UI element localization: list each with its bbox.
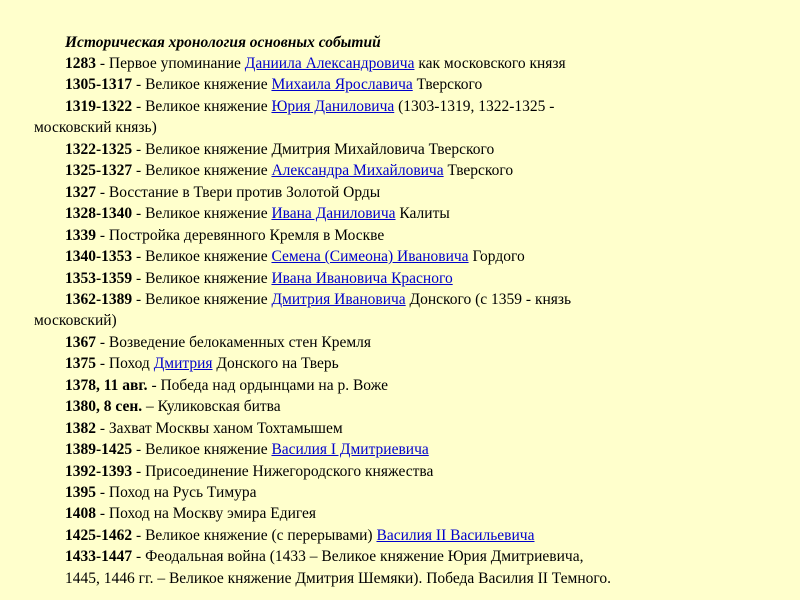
entry-link[interactable]: Семена (Симеона) Ивановича bbox=[271, 248, 469, 266]
entry-date: 1327 bbox=[65, 183, 96, 201]
entry-continuation: московский) bbox=[34, 312, 117, 330]
entry-text: - Великое княжение bbox=[132, 205, 272, 223]
entry-date: 1375 bbox=[65, 355, 96, 373]
entry-date: 1283 bbox=[65, 55, 96, 72]
entry-text: - Великое княжение bbox=[132, 248, 272, 266]
entry-text: - Великое княжение bbox=[132, 76, 272, 94]
entry-text: - Восстание в Твери против Золотой Орды bbox=[96, 183, 381, 201]
chronology-entry bbox=[65, 546, 583, 567]
entry-date: 1367 bbox=[65, 333, 96, 351]
chronology-entry bbox=[65, 246, 525, 267]
entry-date: 1353-1359 bbox=[65, 269, 133, 287]
entry-text-tail: Гордого bbox=[468, 248, 525, 266]
chronology-entry bbox=[65, 396, 281, 417]
chronology-entry bbox=[65, 74, 482, 95]
entry-date: 1325-1327 bbox=[65, 162, 133, 180]
chronology-entry bbox=[65, 525, 534, 546]
entry-text: - Поход bbox=[96, 355, 154, 373]
entry-text: - Феодальная война (1433 – Великое княжение Юрия Дмитриевича, bbox=[132, 548, 584, 566]
chronology-entry bbox=[65, 96, 554, 117]
chronology-entry bbox=[65, 160, 513, 181]
chronology-entry bbox=[65, 418, 343, 439]
chronology-entry bbox=[65, 332, 371, 353]
entry-text: – Куликовская битва bbox=[142, 398, 281, 416]
chronology-entry bbox=[65, 375, 388, 396]
entry-link[interactable]: Ивана Ивановича Красного bbox=[271, 269, 453, 287]
entry-date: 1395 bbox=[65, 484, 96, 501]
entry-text: - Присоединение Нижегородского княжества bbox=[132, 462, 434, 480]
entry-date: 1340-1353 bbox=[65, 248, 133, 266]
chronology-entry bbox=[65, 225, 384, 246]
entry-link[interactable]: Василия II Васильевича bbox=[376, 526, 535, 544]
entry-link[interactable]: Дмитрия bbox=[153, 355, 213, 373]
entry-date: 1362-1389 bbox=[65, 290, 133, 308]
entry-date: 1382 bbox=[65, 419, 96, 437]
entry-date: 1392-1393 bbox=[65, 462, 133, 480]
chronology-entry bbox=[65, 139, 494, 160]
entry-link[interactable]: Дмитрия Ивановича bbox=[271, 290, 406, 308]
entry-link[interactable]: Михаила Ярославича bbox=[271, 76, 413, 94]
entry-date: 1408 bbox=[65, 505, 96, 523]
entry-date: 1380, 8 сен. bbox=[65, 398, 143, 416]
entry-text: - Великое княжение Дмитрия Михайловича Тверского bbox=[132, 140, 495, 158]
entry-text-tail: Донского на Тверь bbox=[212, 355, 339, 373]
entry-date: 1433-1447 bbox=[65, 548, 133, 566]
entry-date: 1425-1462 bbox=[65, 526, 133, 544]
entry-link[interactable]: Василия I Дмитриевича bbox=[271, 441, 429, 459]
entry-text: - Победа над ордынцами на р. Воже bbox=[147, 376, 389, 394]
entry-text: - Захват Москвы ханом Тохтамышем bbox=[96, 419, 343, 437]
entry-text: - Возведение белокаменных стен Кремля bbox=[96, 333, 372, 351]
entry-text: - Первое упоминание bbox=[96, 55, 245, 72]
chronology-entry bbox=[65, 182, 380, 203]
entry-date: 1378, 11 авг. bbox=[65, 376, 148, 394]
entry-date: 1305-1317 bbox=[65, 76, 133, 94]
page-title: Историческая хронология основных событий bbox=[65, 34, 381, 51]
entry-text: - Великое княжение bbox=[132, 290, 272, 308]
chronology-entry bbox=[65, 353, 339, 374]
entry-date: 1322-1325 bbox=[65, 140, 133, 158]
chronology-entry bbox=[65, 53, 566, 74]
chronology-entry bbox=[65, 268, 453, 289]
entry-text-tail: как московского князя bbox=[414, 55, 566, 72]
chronology-entry bbox=[65, 503, 316, 524]
entry-text-tail: Донского (с 1359 - князь bbox=[405, 290, 572, 308]
entry-date: 1328-1340 bbox=[65, 205, 133, 223]
chronology-entry bbox=[65, 439, 429, 460]
entry-date: 1319-1322 bbox=[65, 97, 133, 115]
entry-text: - Великое княжение (с перерывами) bbox=[132, 526, 377, 544]
entry-text: - Великое княжение bbox=[132, 441, 272, 459]
entry-date: 1389-1425 bbox=[65, 441, 133, 459]
entry-text-tail: Калиты bbox=[395, 205, 450, 223]
entry-text: - Великое княжение bbox=[132, 269, 272, 287]
entry-date: 1339 bbox=[65, 226, 96, 244]
entry-text: - Великое княжение bbox=[132, 162, 272, 180]
chronology-entry bbox=[65, 203, 450, 224]
entry-link[interactable]: Александра Михайловича bbox=[271, 162, 444, 180]
entry-text-tail: (1303-1319, 1322-1325 - bbox=[394, 97, 555, 115]
entry-link[interactable]: Юрия Даниловича bbox=[271, 97, 395, 115]
chronology-entry bbox=[65, 482, 257, 503]
entry-text: - Поход на Москву эмира Едигея bbox=[96, 505, 317, 523]
entry-continuation: московский князь) bbox=[34, 119, 157, 137]
entry-text: - Великое княжение bbox=[132, 97, 272, 115]
entry-text-tail: Тверского bbox=[412, 76, 483, 94]
entry-continuation: 1445, 1446 гг. – Великое княжение Дмитрия Шемяки). Победа Василия II Темного. bbox=[65, 569, 611, 587]
entry-text: - Поход на Русь Тимура bbox=[96, 484, 257, 501]
entry-text-tail: Тверского bbox=[443, 162, 514, 180]
entry-text: - Постройка деревянного Кремля в Москве bbox=[96, 226, 385, 244]
chronology-entry bbox=[65, 461, 433, 482]
entry-link[interactable]: Даниила Александровича bbox=[244, 55, 415, 72]
entry-link[interactable]: Ивана Даниловича bbox=[271, 205, 396, 223]
chronology-entry bbox=[65, 289, 571, 310]
